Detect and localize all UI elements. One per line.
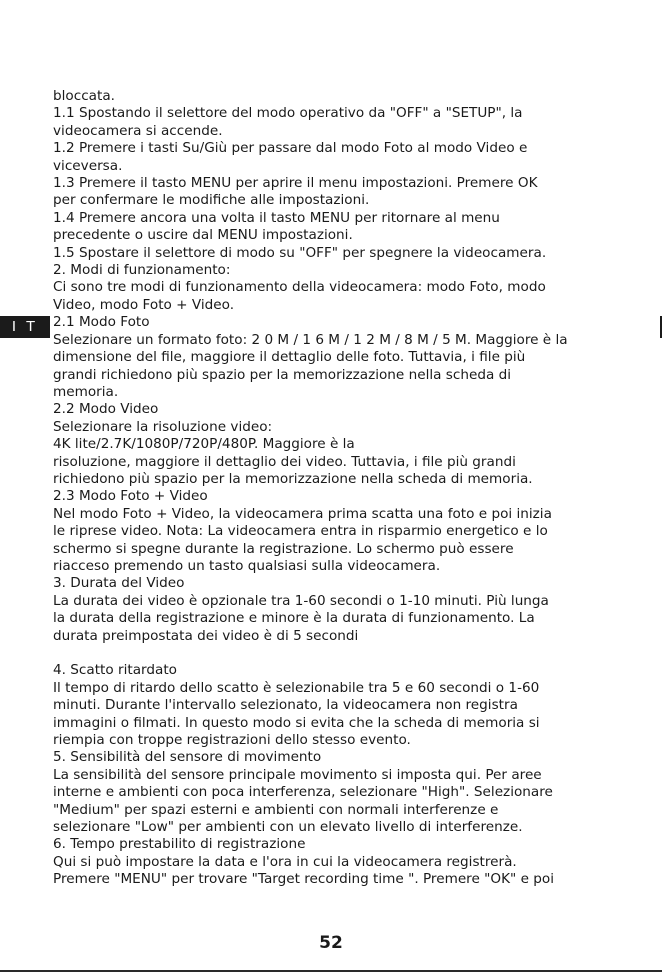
text-line: risoluzione, maggiore il dettaglio dei video. Tuttavia, i file più grandi (53, 453, 516, 470)
text-line: 5. Sensibilità del sensore di movimento (53, 749, 322, 766)
text-line: Nel modo Foto + Video, la videocamera prima scatta una foto e poi inizia (53, 505, 552, 522)
text-line: Ci sono tre modi di funzionamento della videocamera: modo Foto, modo (53, 279, 546, 296)
text-line: bloccata. (53, 88, 115, 104)
language-tab: I T (0, 316, 50, 338)
page-number: 52 (319, 933, 343, 953)
text-line: Selezionare un formato foto: 2 0 M / 1 6 M / 1 2 M / 8 M / 5 M. Maggiore è la (53, 331, 568, 348)
text-line: grandi richiedono più spazio per la memorizzazione nella scheda di (53, 366, 512, 383)
text-line: 1.5 Spostare il selettore di modo su "OFF" per spegnere la videocamera. (53, 244, 547, 261)
text-line: 2.3 Modo Foto + Video (53, 488, 208, 505)
text-line: riempia con troppe registrazioni dello stesso evento. (53, 732, 411, 749)
text-line: schermo si spegne durante la registrazione. Lo schermo può essere (53, 540, 514, 557)
text-line: 1.3 Premere il tasto MENU per aprire il menu impostazioni. Premere OK (53, 175, 538, 192)
text-line: 3. Durata del Video (53, 575, 185, 592)
text-line: Premere "MENU" per trovare "Target recording time ". Premere "OK" e poi (53, 871, 555, 888)
text-line: selezionare "Low" per ambienti con un elevato livello di interferenze. (53, 819, 523, 836)
text-line: le riprese video. Nota: La videocamera entra in risparmio energetico e lo (53, 523, 548, 540)
text-line: 2.2 Modo Video (53, 401, 159, 418)
text-line: La durata dei video è opzionale tra 1-60 secondi o 1-10 minuti. Più lunga (53, 592, 549, 609)
text-line: 4K lite/2.7K/1080P/720P/480P. Maggiore è la (53, 436, 355, 453)
text-line: Qui si può impostare la data e l'ora in cui la videocamera registrerà. (53, 853, 517, 870)
bottom-rule (0, 970, 662, 972)
text-line: dimensione del file, maggiore il dettaglio delle foto. Tuttavia, i file più (53, 349, 526, 366)
text-line: richiedono più spazio per la memorizzazione nella scheda di memoria. (53, 470, 533, 487)
text-line: durata preimpostata dei video è di 5 secondi (53, 627, 359, 644)
text-line: memoria. (53, 383, 119, 400)
text-line: 1.1 Spostando il selettore del modo operativo da "OFF" a "SETUP", la (53, 105, 523, 122)
text-line: riacceso premendo un tasto qualsiasi sulla videocamera. (53, 557, 441, 574)
text-line: "Medium" per spazi esterni e ambienti con normali interferenze e (53, 801, 499, 818)
text-line: 4. Scatto ritardato (53, 662, 178, 679)
text-line: La sensibilità del sensore principale movimento si imposta qui. Per aree (53, 766, 542, 783)
text-line: Selezionare la risoluzione video: (53, 418, 273, 435)
text-line: 2.1 Modo Foto (53, 314, 150, 331)
text-line: la durata della registrazione e minore è la durata di funzionamento. La (53, 610, 535, 627)
text-line: per confermare le modifiche alle impostazioni. (53, 192, 370, 209)
text-line: precedente o uscire dal MENU impostazioni. (53, 227, 353, 244)
manual-body-text (53, 88, 613, 889)
text-line: 6. Tempo prestabilito di registrazione (53, 836, 306, 853)
blank-line (53, 645, 613, 662)
text-line: 1.4 Premere ancora una volta il tasto MENU per ritornare al menu (53, 209, 500, 226)
text-line: interne e ambienti con poca interferenza, selezionare "High". Selezionare (53, 784, 553, 801)
text-line: 2. Modi di funzionamento: (53, 262, 231, 279)
text-line: Video, modo Foto + Video. (53, 296, 235, 313)
text-line: viceversa. (53, 157, 123, 174)
text-line: Il tempo di ritardo dello scatto è selezionabile tra 5 e 60 secondi o 1-60 (53, 679, 540, 696)
text-line: videocamera si accende. (53, 122, 223, 139)
text-line: 1.2 Premere i tasti Su/Giù per passare dal modo Foto al modo Video e (53, 140, 528, 157)
text-line: immagini o filmati. In questo modo si evita che la scheda di memoria si (53, 714, 540, 731)
text-line: minuti. Durante l'intervallo selezionato, la videocamera non registra (53, 697, 518, 714)
